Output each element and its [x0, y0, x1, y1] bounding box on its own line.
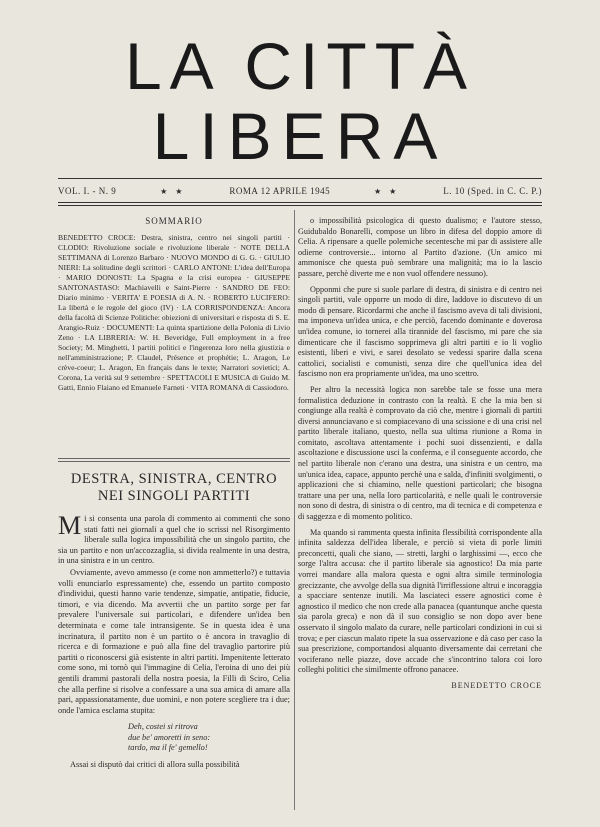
author-signature: BENEDETTO CROCE: [451, 680, 542, 690]
verse-line: Deh, costei si ritrova: [128, 722, 198, 732]
issue-date: ROMA 12 APRILE 1945: [229, 186, 331, 196]
article-paragraph-right-1: o impossibilità psicologica di questo dualismo; e l'autore stesso, Guidubaldo Bonarelli, compose un libro in difesa del doppio amore di Celia. A ripensare a quelle polemiche secentesche mi par di assistere alle odierne controversie... intorno al Partito d'azione. (Un amico mi ammonisce che questa può sembrare una malignità; ma io la lascio passare, perchè diverte me e non vuol offendere nessuno).: [298, 216, 542, 278]
article-paragraph-right-3: Per altro la necessità logica non sarebbe tale se fosse una mera formalistica deduzione in contrasto con la realtà. E che la mia ben si congiunge alla realtà è comprovato da ciò che, mentre i giornali di partiti diversi annunciavano e si compiacevano di una scissione e di una crisi nel partito liberale italiano, questo, nella sua ultima riunione a Roma in comitato, ascoltava attentamente i pochi suoi dissenzienti, e dalla ascoltazione e discussione usci la conferma, e il conseguente accordo, che nel partito liberale non c'erano una destra, una sinistra e un centro, ma un'unica idea, capace, appunto perchè una e salda, d'infiniti svolgimenti, o applicazioni che si chiamino, nelle questioni particolari; che bisogna trattare una per una, nella loro particolarità, e nelle quali le controversie non sono di destra, di sinistra o di centro, ma di tecnica e di competenza e di saggezza e di momento politico.: [298, 384, 542, 522]
ornament-stars: ★ ★: [160, 186, 186, 196]
verse-quote: [128, 722, 290, 753]
section-separator: [58, 458, 290, 459]
drop-cap: M: [58, 511, 82, 540]
article-body-left: [58, 511, 290, 771]
verse-line: tardo, ma il fe' gemello!: [128, 743, 208, 753]
verse-line: due be' amoretti in seno:: [128, 732, 211, 742]
sommario-text: BENEDETTO CROCE: Destra, sinistra, centro nei singoli partiti · CLODIO: Rivoluzione sociale e rivoluzione liberale · NOTE DELLA SETTIMANA di Lorenzo Barbaro · NUOVO MONDO di G. G. · GIULIO NIERI: La solitudine degli scrittori · CARLO ANTONI: L'idea dell'Europa · MARIO DONOSTI: La Spagna e la crisi europea · GIUSEPPE SANTONASTASO: Machiavelli e Saint-Pierre · SANDRO DE FEO: Diario minimo · VERITA' E POESIA di A. N. · ROBERTO LUCIFERO: La libertà e le regole del gioco (IV) · LA CORRISPONDENZA: Ancora della facoltà di Scienze Politiche: obiezioni di universitari e risposta di S. E. Arangio-Ruiz · DOCUMENTI: La quinta spartizione della Polonia di Livio Zeno · LA LIBRERIA: W. H. Beveridge, Full employment in a free Society; M. Minghetti, I partiti politici e l'ingerenza loro nella giustizia e nell'amministrazione; P. Claudel, Présence et prophétie; L. Aragon, Le crève-coeur; L. Aragon, En français dans le texte; Narratori sovietici; A. Corona, La verità sul 9 settembre · SPETTACOLI E MUSICA di Guido M. Gatti, Ennio Flaiano ed Emanuele Farneti · VITA ROMANA di Cassiodoro.: [58, 232, 290, 392]
sommario-title: SOMMARIO: [145, 216, 203, 226]
bottom-rule-double: [58, 205, 542, 206]
issue-price: L. 10 (Sped. in C. C. P.): [443, 186, 542, 196]
article-paragraph-right-4: Ma quando si rammenta questa infinita flessibilità corrispondente alla infinita saldezza dell'idea liberale, e perciò si vieta di porle limiti preconcetti, quali che siano, — stretti, larghi o larghissimi —, ecco che sorge l'altra accusa: che il partito liberale sia agnostico! Da mia parte vorrei mandare alla malora questa e ogni altra simile terminologia grecizzante, che avvolge della sua dignità l'irriflessione altrui e incoraggia a spacciare sentenze inutili. Ma lasciateci essere agnostici come è agnostico il medico che non crede alla panacea (quantunque anche questa sia parola greca) e non dà il suo consiglio se non dopo aver bene osservato il singolo malato da curare, nelle particolari condizioni in cui si trova; e per ciascun malato ripete la sua osservazione e dà caso per caso la sua prescrizione, comportandosi alquanto diversamente dai cerretani che vociferano nelle piazze, dove accade che s'incontrino talora coi loro colleghi politici che similmente offrono panacee.: [298, 527, 542, 675]
bottom-rule: [58, 202, 542, 203]
article-paragraph-right-2: Opponmi che pure si suole parlare di destra, di sinistra e di centro nei singoli partiti, vale opporre un modo di dire, laddove io discutevo di un modo di pensare. Ricordarmi che anche il fascismo aveva di tali divisioni, ma imponeva un'idea unica, e che perciò, facendo dominante e doverosa un'idea comune, io tornerei alla tirannide del fascismo, mi pare che sia dimenticare che il fascismo sopprimeva gli altri partiti e io li voglio esistenti, liberi e vivi, e sarei desolato se vedessi sparire dalla scena cattolici, socialisti e comunisti, senza dire che quell'unica idea del fascismo non era propriamente un'idea, ma uno scettro.: [298, 284, 542, 379]
ornament-stars: ★ ★: [373, 186, 400, 196]
masthead-line-1: LA CITTÀ: [124, 29, 476, 103]
article-paragraph-1: i si consenta una parola di commento ai commenti che sono stati fatti nei giornali a quel che io scrissi nel Risorgimento liberale sulla logica impossibilità che un singolo partito, che sia un partito e non un'accozzaglia, si divida realmente in una destra, in una sinistra e in un centro.: [58, 514, 290, 566]
volume-number: VOL. I. - N. 9: [58, 186, 117, 196]
article-paragraph-2: Ovviamente, avevo ammesso (e come non ammetterlo?) e tuttavia volli enunciarlo espressamente) che, essendo un partito composto d'individui, questi hanno varie tendenze, simpatie, antipatie, fiducie, timori, e via dicendo. Ma avvertii che un partito sorge per far prevalere l'universale sui particolari, e difendere un'idea ben determinata e come tale intransigente. Se in questa idea è una incrinatura, il partito non è un partito o è ancora in travaglio di ricerca e di formazione e può alla fine del travaglio partorire più partiti o riconoscersi già esistente in altri partiti. Impenitente letterato come sono, mi tornò qui l'immagine di Celia, l'eroina di uno dei più gentili drammi pastorali della nostra poesia, la Filli di Sciro, Celia che alla perfine si risolve a confessare a una sua amica di amare alla pari, appassionatamente, due uomini, e non potere scegliere tra i due; onde l'amica esclama stupita:: [58, 567, 290, 715]
section-separator-double: [58, 461, 290, 462]
sommario-box: [58, 216, 290, 393]
article-paragraph-3: Assai si disputò dai critici di allora sulla possibilità: [70, 759, 240, 769]
masthead-line-2: LIBERA: [152, 99, 448, 173]
article-title: DESTRA, SINISTRA, CENTRO NEI SINGOLI PARTITI: [70, 471, 278, 504]
issue-bar: [58, 183, 542, 199]
article-body-right: [298, 216, 542, 692]
top-rule: [58, 178, 542, 179]
column-divider: [294, 210, 295, 810]
